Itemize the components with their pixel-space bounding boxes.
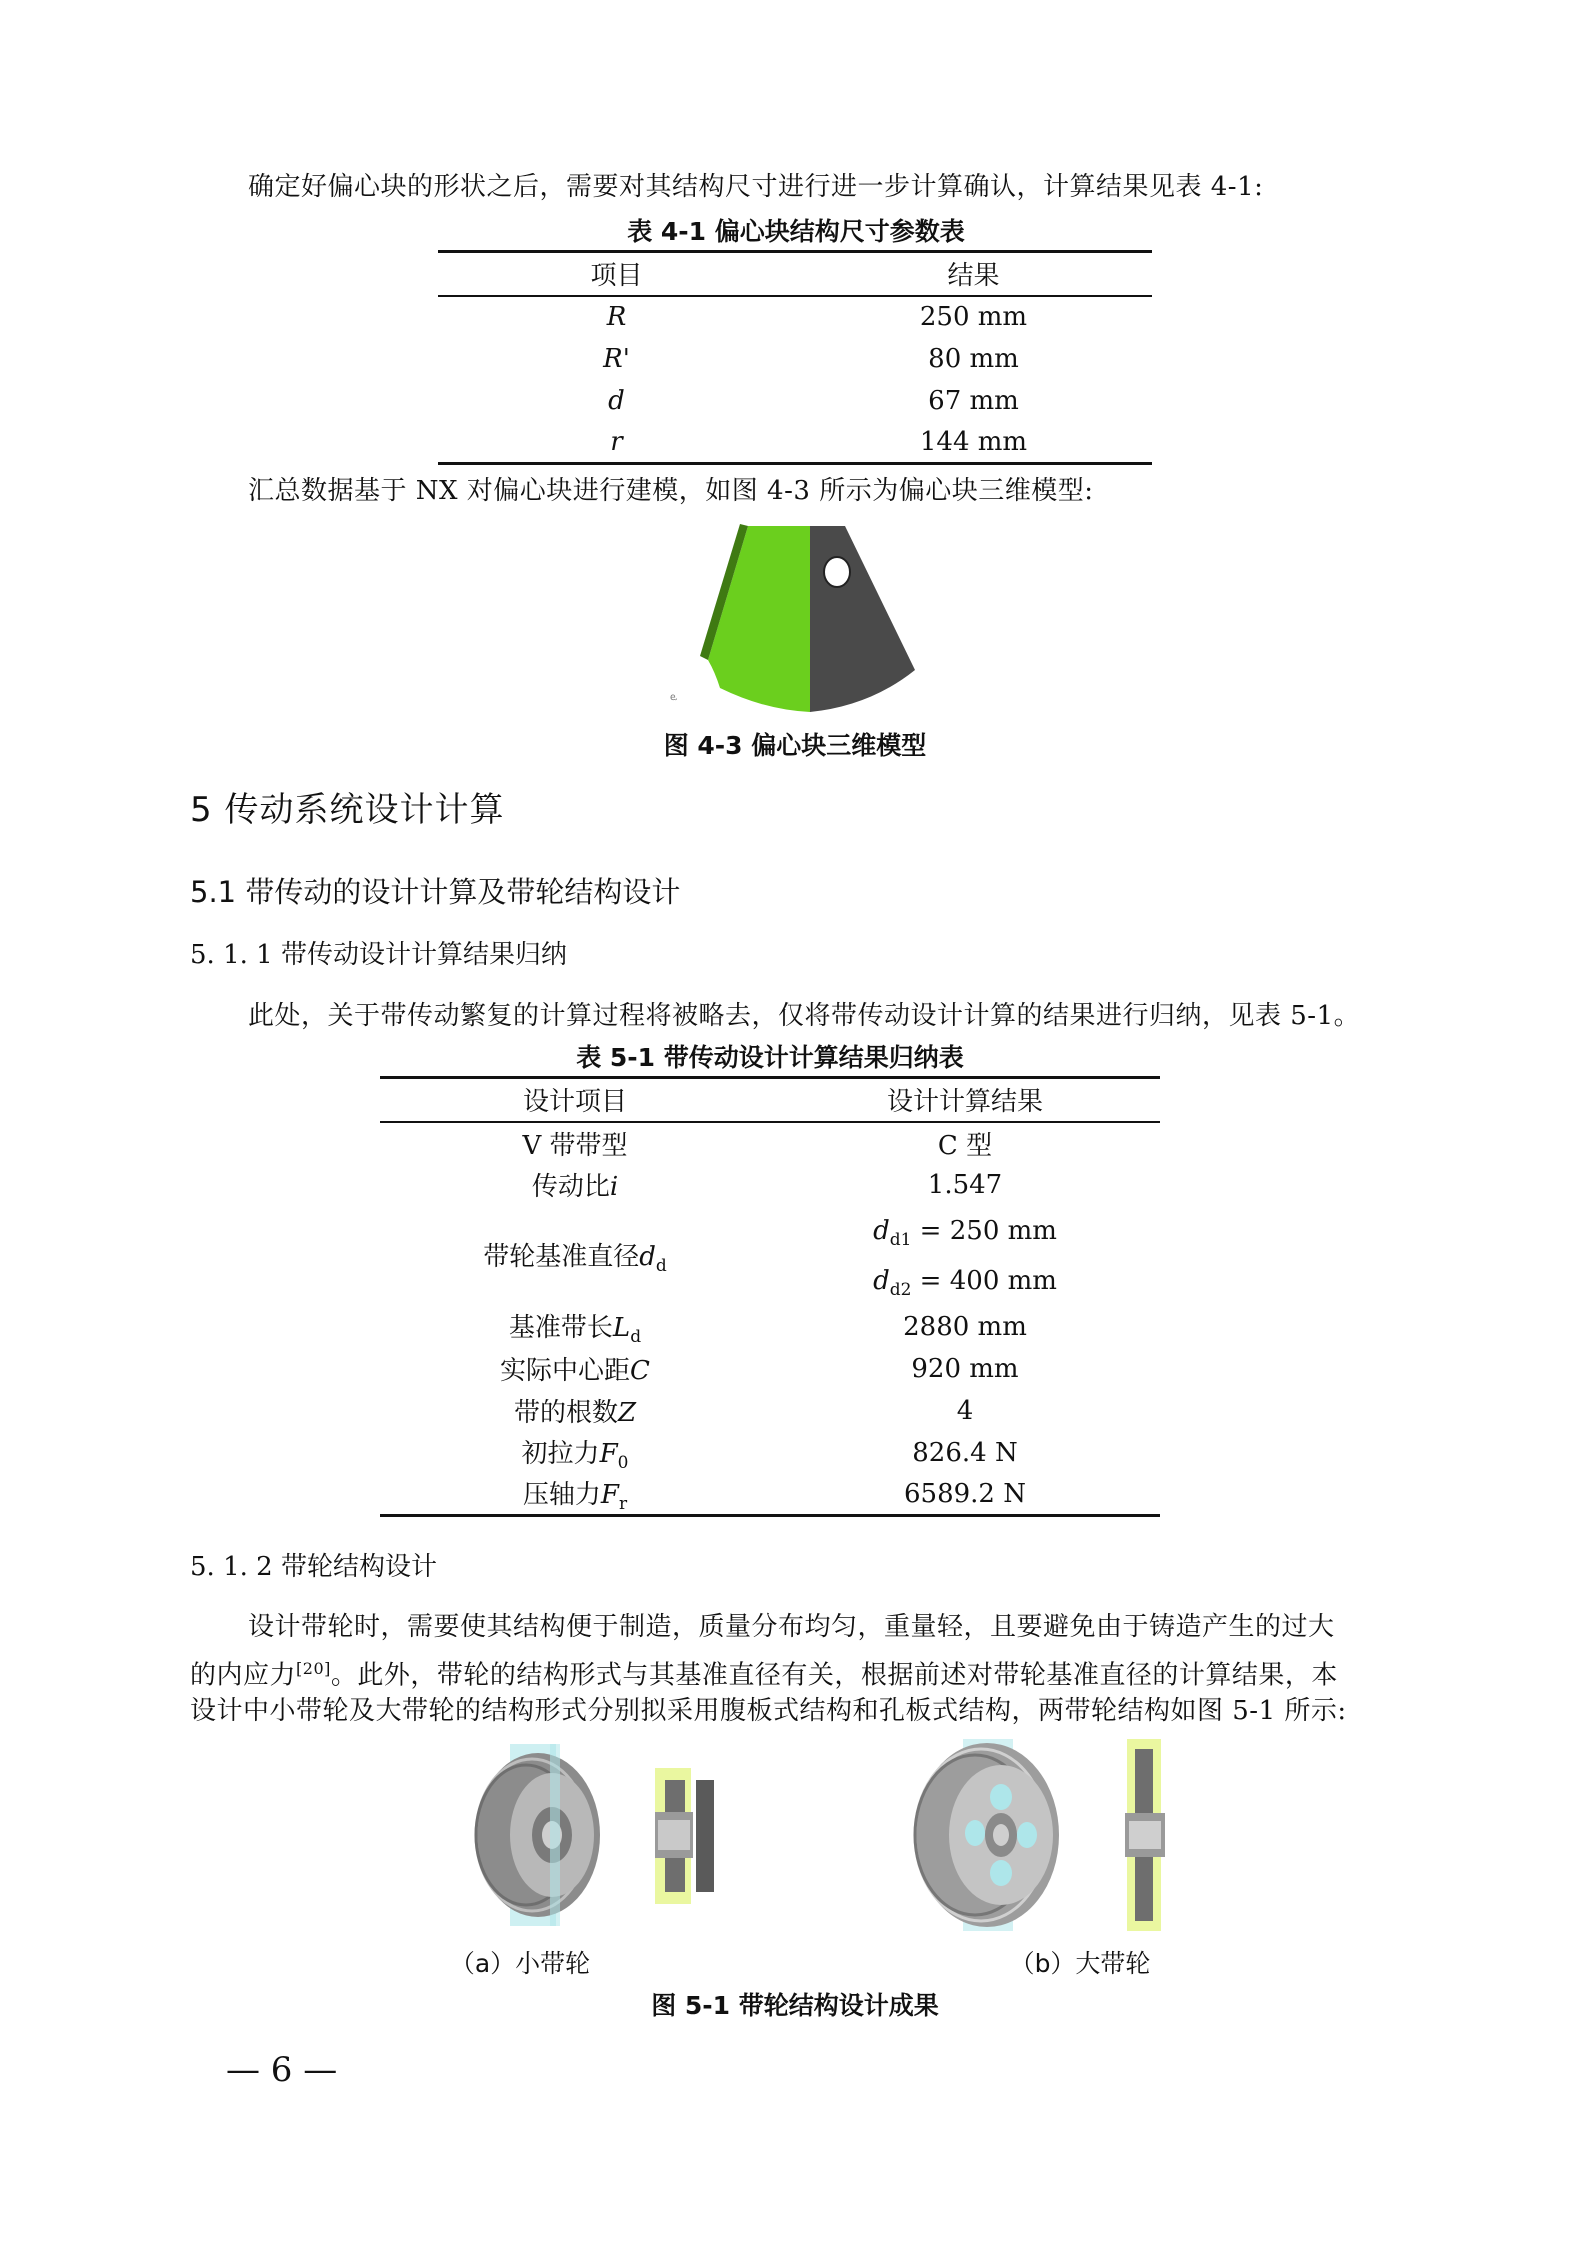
design-paragraph-line-3: 设计中小带轮及大带轮的结构形式分别拟采用腹板式结构和孔板式结构，两带轮结构如图 5-1 所示: <box>190 1696 1347 1726</box>
nx-paragraph: 汇总数据基于 NX 对偏心块进行建模，如图 4-3 所示为偏心块三维模型: <box>248 476 1094 506</box>
table-row <box>380 1390 1160 1432</box>
small-pulley-figure <box>460 1740 750 1930</box>
table-header: 项目 <box>590 261 643 292</box>
table-header: 设计计算结果 <box>886 1087 1043 1118</box>
figure-5-1-caption: 图 5-1 带轮结构设计成果 <box>651 1991 939 2020</box>
table-row <box>380 1206 1160 1306</box>
design-paragraph-line-1: 设计带轮时，需要使其结构便于制造，质量分布均匀，重量轻，且要避免由于铸造产生的过大 <box>248 1612 1335 1642</box>
table-cell: R <box>606 302 627 332</box>
table-cell: 初拉力$F_0$ <box>521 1438 629 1473</box>
table-cell: $d_{d1} = 250$ mm $d_{d2} = 400$ mm <box>873 1215 1057 1300</box>
eccentric-block-figure <box>660 520 960 715</box>
table-5-1 <box>380 1076 1160 1517</box>
table-row <box>380 1164 1160 1206</box>
small-pulley-cross-section <box>655 1768 714 1904</box>
table-cell: 2880 mm <box>903 1311 1027 1342</box>
table-row <box>380 1122 1160 1164</box>
table-row <box>380 1432 1160 1474</box>
subfigure-b-label: （b）大带轮 <box>1009 1949 1151 1978</box>
table-cell: C 型 <box>937 1130 993 1161</box>
table-cell: 传动比i <box>531 1172 619 1202</box>
figure-4-3-caption: 图 4-3 偏心块三维模型 <box>663 731 927 760</box>
section-5-heading: 5 传动系统设计计算 <box>190 790 505 830</box>
section-5-1-1-heading: 5. 1. 1 带传动设计计算结果归纳 <box>190 940 567 970</box>
table-cell: 6589.2 N <box>904 1478 1026 1509</box>
table-cell: 带轮基准直径$d_d$ <box>483 1241 667 1276</box>
table-cell: 压轴力$F_r$ <box>522 1479 628 1514</box>
table-cell: R' <box>603 343 630 374</box>
table-cell: 4 <box>956 1395 974 1426</box>
web-hole <box>990 1860 1012 1886</box>
table-cell: 带的根数Z <box>513 1398 637 1428</box>
table-cell: 80 mm <box>928 343 1019 374</box>
summary-paragraph: 此处，关于带传动繁复的计算过程将被略去，仅将带传动设计计算的结果进行归纳，见表 5-1。 <box>248 1001 1361 1031</box>
web-hole <box>965 1820 985 1846</box>
table-5-1-caption: 表 5-1 带传动设计计算结果归纳表 <box>576 1043 964 1072</box>
table-4-1 <box>438 250 1152 465</box>
table-cell: 144 mm <box>919 426 1028 457</box>
table-header: 设计项目 <box>522 1087 627 1118</box>
web-hole <box>990 1784 1012 1810</box>
large-pulley-figure <box>905 1735 1195 1935</box>
table-cell: 实际中心距C <box>500 1356 650 1386</box>
eccentric-block-gray-face <box>810 526 915 712</box>
section-5-1-heading: 5.1 带传动的设计计算及带轮结构设计 <box>190 875 681 909</box>
large-pulley-cross-section <box>1125 1739 1165 1931</box>
table-cell: 基准带长$L_d$ <box>508 1312 642 1347</box>
table-row <box>380 1306 1160 1348</box>
table-cell: d <box>608 385 625 416</box>
axis-marker: ⱸ <box>670 692 677 703</box>
table-cell: 67 mm <box>928 385 1019 416</box>
section-5-1-2-heading: 5. 1. 2 带轮结构设计 <box>190 1552 437 1582</box>
table-cell: r <box>610 426 623 457</box>
table-row <box>380 1474 1160 1516</box>
table-cell: 826.4 N <box>912 1437 1018 1468</box>
table-cell: V 带带型 <box>522 1130 628 1161</box>
web-hole <box>1017 1822 1037 1848</box>
table-cell: 920 mm <box>911 1353 1019 1384</box>
intro-paragraph: 确定好偏心块的形状之后，需要对其结构尺寸进行进一步计算确认，计算结果见表 4-1: <box>248 172 1264 202</box>
subfigure-a-label: （a）小带轮 <box>449 1949 591 1978</box>
table-cell: 250 mm <box>919 302 1028 332</box>
table-header: 结果 <box>947 261 1000 292</box>
table-4-1-caption: 表 4-1 偏心块结构尺寸参数表 <box>627 217 965 246</box>
page-number: — 6 — <box>226 2050 338 2090</box>
eccentric-block-hole <box>824 557 850 587</box>
eccentric-block-green-face <box>708 526 810 712</box>
table-cell: 1.547 <box>927 1169 1003 1200</box>
design-paragraph-line-2: 的内应力[20]。此外，带轮的结构形式与其基准直径有关，根据前述对带轮基准直径的计算结果，本 <box>190 1659 1338 1691</box>
citation-ref: [20] <box>296 1659 331 1678</box>
table-row <box>380 1348 1160 1390</box>
